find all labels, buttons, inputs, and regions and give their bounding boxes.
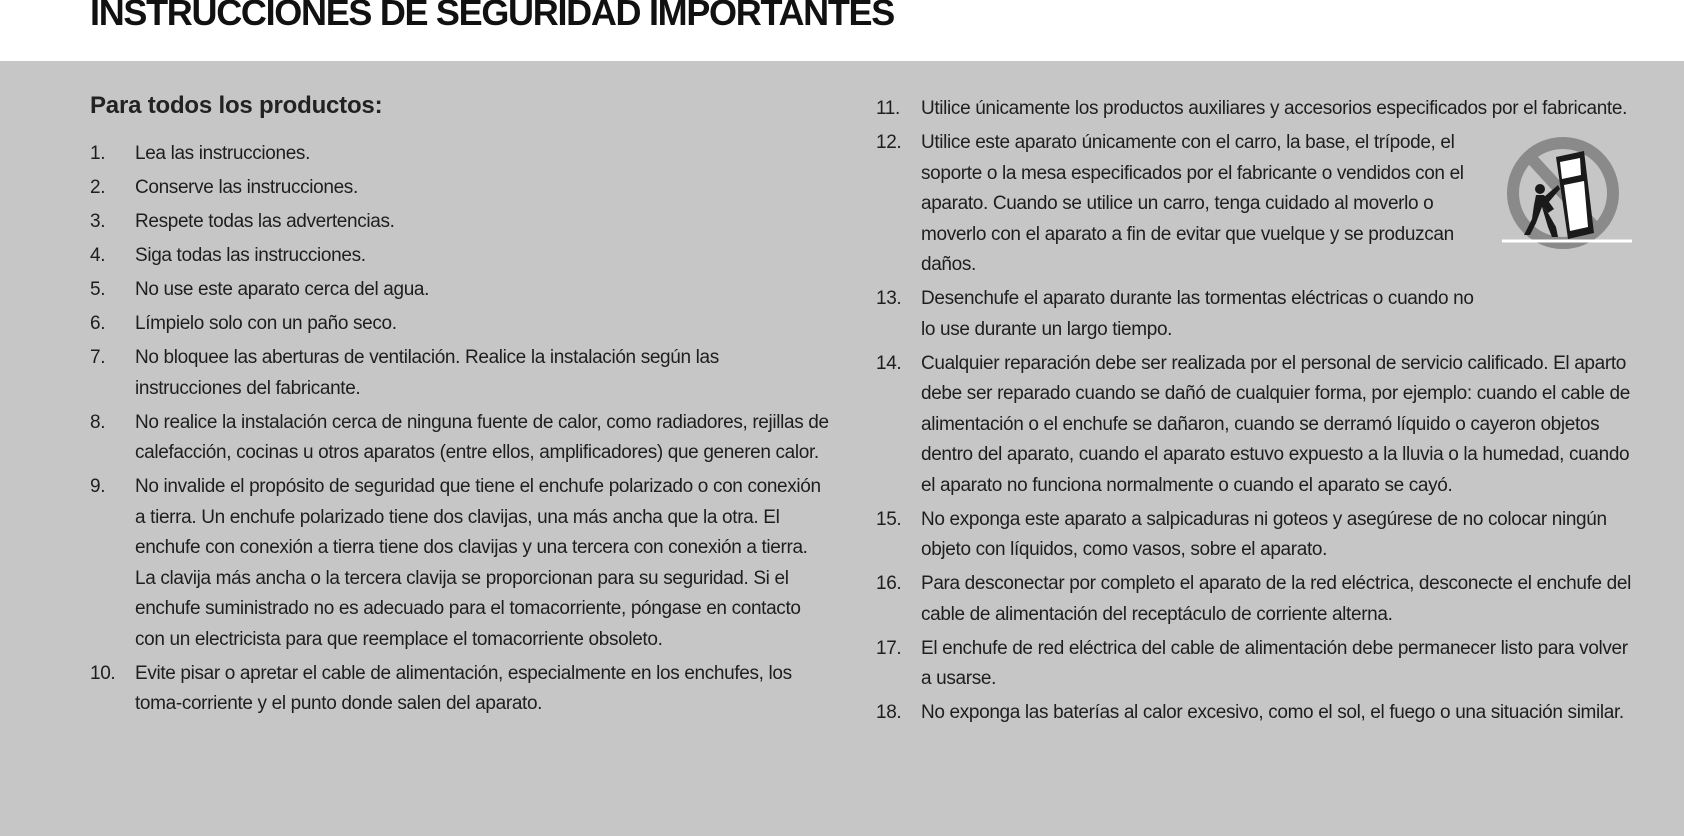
item-number: 16. — [876, 573, 902, 594]
cart-tip-over-warning-icon — [1502, 135, 1632, 255]
content-panel — [0, 61, 1684, 836]
item-number: 15. — [876, 508, 902, 530]
item-text: No exponga este aparato a salpicaduras ni goteos y asegúrese de no colocar ningún objeto con líquidos, como vasos, sobre el aparato. — [921, 508, 1607, 560]
item-text: No use este aparato cerca del agua. — [135, 279, 430, 300]
item-number: 10. — [90, 662, 116, 684]
list-item — [90, 241, 830, 272]
list-item — [90, 659, 830, 720]
item-number: 12. — [876, 132, 902, 153]
item-number: 6. — [90, 313, 106, 334]
list-item — [876, 94, 1636, 125]
list-item — [876, 284, 1491, 345]
item-number: 4. — [90, 245, 106, 266]
item-text: No realice la instalación cerca de ninguna fuente de calor, como radiadores, rejillas de calefacción, cocinas u otros aparatos (entre ellos, amplificadores) que generen calor. — [135, 411, 829, 463]
item-number: 14. — [876, 352, 902, 374]
item-text: Respete todas las advertencias. — [135, 211, 395, 232]
item-number: 2. — [90, 177, 106, 198]
list-item — [90, 309, 830, 340]
item-text: No bloquee las aberturas de ventilación. Realice la instalación según las instrucciones del fabricante. — [135, 347, 719, 399]
item-number: 1. — [90, 143, 106, 164]
item-number: 3. — [90, 211, 106, 232]
list-item — [876, 505, 1636, 566]
item-text: Cualquier reparación debe ser realizada por el personal de servicio calificado. El aparto debe ser reparado cuando se dañó de cualquier forma, por ejemplo: cuando el cable de alimentación o el enchufe se dañaron, cuando se derramó líquido o cayeron objetos dentro del aparato, cuando el aparato estuvo expuesto a la lluvia o la humedad, cuando el aparato no funciona normalmente o cuando el aparato se cayó. — [921, 352, 1630, 496]
item-text: Utilice este aparato únicamente con el carro, la base, el trípode, el soporte o la mesa especificados por el fabricante o vendidos con el aparato. Cuando se utilice un carro, tenga cuidado al moverlo o moverlo con el aparato a fin de evitar que vuelque y se produzcan daños. — [921, 132, 1464, 275]
item-number: 7. — [90, 347, 106, 368]
item-text: Límpielo solo con un paño seco. — [135, 313, 397, 334]
left-column — [90, 61, 830, 723]
item-text: Para desconectar por completo el aparato de la red eléctrica, desconecte el enchufe del cable de alimentación del receptáculo de corriente alterna. — [921, 573, 1631, 625]
page-title: INSTRUCCIONES DE SEGURIDAD IMPORTANTES — [90, 0, 894, 33]
list-item — [876, 634, 1636, 695]
item-number: 5. — [90, 279, 106, 300]
item-text: Siga todas las instrucciones. — [135, 245, 366, 266]
item-text: Lea las instrucciones. — [135, 143, 311, 164]
list-item — [90, 343, 830, 404]
item-number: 9. — [90, 476, 106, 497]
item-number: 11. — [876, 98, 900, 119]
list-item — [90, 472, 830, 655]
header — [0, 0, 1684, 61]
item-text: Evite pisar o apretar el cable de alimentación, especialmente en los enchufes, los toma-corriente y el punto donde salen del aparato. — [135, 662, 792, 714]
list-item — [876, 349, 1636, 502]
list-item — [90, 139, 830, 170]
item-number: 8. — [90, 411, 106, 433]
item-number: 17. — [876, 637, 902, 659]
safety-list-left — [90, 139, 830, 720]
item-text: El enchufe de red eléctrica del cable de alimentación debe permanecer listo para volver a usarse. — [921, 637, 1628, 689]
item-number: 13. — [876, 288, 902, 309]
list-item — [876, 569, 1636, 630]
item-number: 18. — [876, 702, 902, 723]
list-item — [876, 128, 1491, 281]
item-text: Conserve las instrucciones. — [135, 177, 358, 198]
section-title: Para todos los productos: — [90, 92, 383, 119]
item-text: Desenchufe el aparato durante las tormentas eléctricas o cuando no lo use durante un largo tiempo. — [921, 288, 1474, 340]
item-text: No exponga las baterías al calor excesivo, como el sol, el fuego o una situación similar. — [921, 702, 1624, 723]
list-item — [90, 207, 830, 238]
list-item — [90, 408, 830, 469]
item-text: No invalide el propósito de seguridad que tiene el enchufe polarizado o con conexión a tierra. Un enchufe polarizado tiene dos clavijas, una más ancha que la otra. El enchufe con conexión a tierra tiene dos clavijas y una tercera con conexión a tierra. La clavija más ancha o la tercera clavija se proporcionan para su seguridad. Si el enchufe suministrado no es adecuado para el tomacorriente, póngase en contacto con un electricista para que reemplace el tomacorriente obsoleto. — [135, 476, 821, 650]
list-item — [90, 275, 830, 306]
list-item — [90, 173, 830, 204]
item-text: Utilice únicamente los productos auxiliares y accesorios especificados por el fabricante. — [921, 98, 1627, 119]
list-item — [876, 698, 1636, 729]
